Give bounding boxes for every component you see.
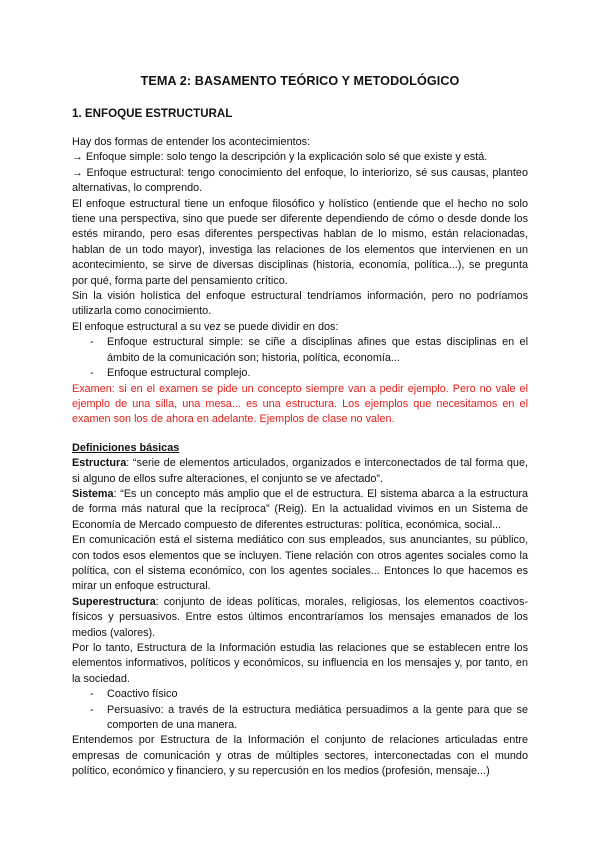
definition-sistema [72, 487, 528, 533]
definition-estructura-text: : “serie de elementos articulados, organizados e interconectados de tal forma que, si alguno de ellos sufre alteraciones, el conjunto se ve afectado”. [72, 457, 528, 485]
section-heading-enfoque-estructural: 1. ENFOQUE ESTRUCTURAL [72, 107, 233, 120]
dash-bullet: - [90, 703, 94, 716]
list-item [72, 687, 528, 702]
paragraph-por-tanto: Por lo tanto, Estructura de la Información estudia las relaciones que se establecen entre los elementos informativos, políticos y económicos, su influencia en los mensajes y, por tanto, en la sociedad. [72, 642, 528, 685]
page-title: TEMA 2: BASAMENTO TEÓRICO Y METODOLÓGICO [140, 74, 460, 88]
paragraph-enfoque-simple: → Enfoque simple: solo tengo la descripción y la explicación solo sé que existe y está. [72, 151, 488, 164]
document-body [72, 135, 528, 780]
definition-estructura [72, 456, 528, 487]
list-item [72, 703, 528, 734]
paragraph-holistico: El enfoque estructural tiene un enfoque filosófico y holístico (entiende que el hecho no solo tiene una perspectiva, sino que puede ser diferente dependiendo de cómo o desde donde los estés mirando, pero esas diferentes perspectivas hablan de lo mismo, están relacionadas, hablan de un todo mayor), investiga las relaciones de los elementos que intervienen en un acontecimiento, se sirve de diversas disciplinas (historia, economía, política...), se pregunta por qué, forma parte del pensamiento crítico. [72, 197, 528, 287]
list-item [72, 366, 528, 381]
exam-note: Examen: si en el examen se pide un concepto siempre van a pedir ejemplo. Pero no vale el ejemplo de una silla, una mesa... es una estructura. Los ejemplos que necesitamos en el examen son los de ahora en adelante. Ejemplos de clase no valen. [72, 382, 528, 426]
spacer [72, 428, 528, 441]
dash-bullet: - [90, 367, 94, 380]
term-sistema: Sistema [72, 487, 114, 500]
dash-bullet: - [90, 336, 94, 349]
definition-superestructura [72, 595, 528, 641]
term-estructura: Estructura [72, 457, 127, 470]
definition-superestructura-text: : conjunto de ideas políticas, morales, religiosas, los elementos coactivos-físicos y persuasivos. Entre estos últimos encontraríamos los mensajes emanados de los medios (valores). [72, 595, 528, 639]
enfoque-list [72, 335, 528, 381]
paragraph-entendemos: Entendemos por Estructura de la Información el conjunto de relaciones articuladas entre empresas de comunicación y otras de múltiples sectores, interconectadas con el mundo político, económico y financiero, y su repercusión en los medios (profesión, mensaje...) [72, 734, 528, 778]
definition-sistema-text: : “Es un concepto más amplio que el de estructura. El sistema abarca a la estructura de forma más natural que la recíproca” (Reig). En la actualidad vivimos en un Sistema de Economía de Mercado compuesto de diferentes estructuras: política, económica, social... [72, 487, 528, 531]
list-item-text: Persuasivo: a través de la estructura mediática persuadimos a la gente para que se comporten de una manera. [107, 703, 528, 732]
superestructura-list [72, 687, 528, 733]
paragraph-enfoque-estructural: → Enfoque estructural: tengo conocimiento del enfoque, lo interiorizo, sé sus causas, planteo alternativas, lo comprendo. [72, 166, 528, 195]
definitions-heading [72, 441, 528, 456]
list-item-text: Enfoque estructural simple: se ciñe a disciplinas afines que estas disciplinas en el ámbito de la comunicación son; historia, política, economía... [107, 336, 528, 364]
dash-bullet: - [90, 688, 94, 701]
paragraph-vision-holistica: Sin la visión holística del enfoque estructural tendríamos información, pero no podríamos utilizarla como conocimiento. [72, 290, 528, 318]
list-item-text: Enfoque estructural complejo. [107, 367, 251, 380]
paragraph-division: El enfoque estructural a su vez se puede dividir en dos: [72, 320, 339, 333]
definitions-heading-text: Definiciones básicas [72, 441, 180, 454]
list-item [72, 335, 528, 366]
term-superestructura: Superestructura [72, 595, 156, 608]
list-item-text: Coactivo físico [107, 688, 178, 701]
paragraph-comunicacion: En comunicación está el sistema mediático con sus empleados, sus anunciantes, su público, con todos esos elementos que se incluyen. Tiene relación con otros agentes sociales como la política, con el sistema económico, con los agentes sociales... Entonces lo que hacemos es mirar un enfoque estructural. [72, 534, 528, 593]
paragraph-intro: Hay dos formas de entender los acontecimientos: [72, 136, 311, 148]
